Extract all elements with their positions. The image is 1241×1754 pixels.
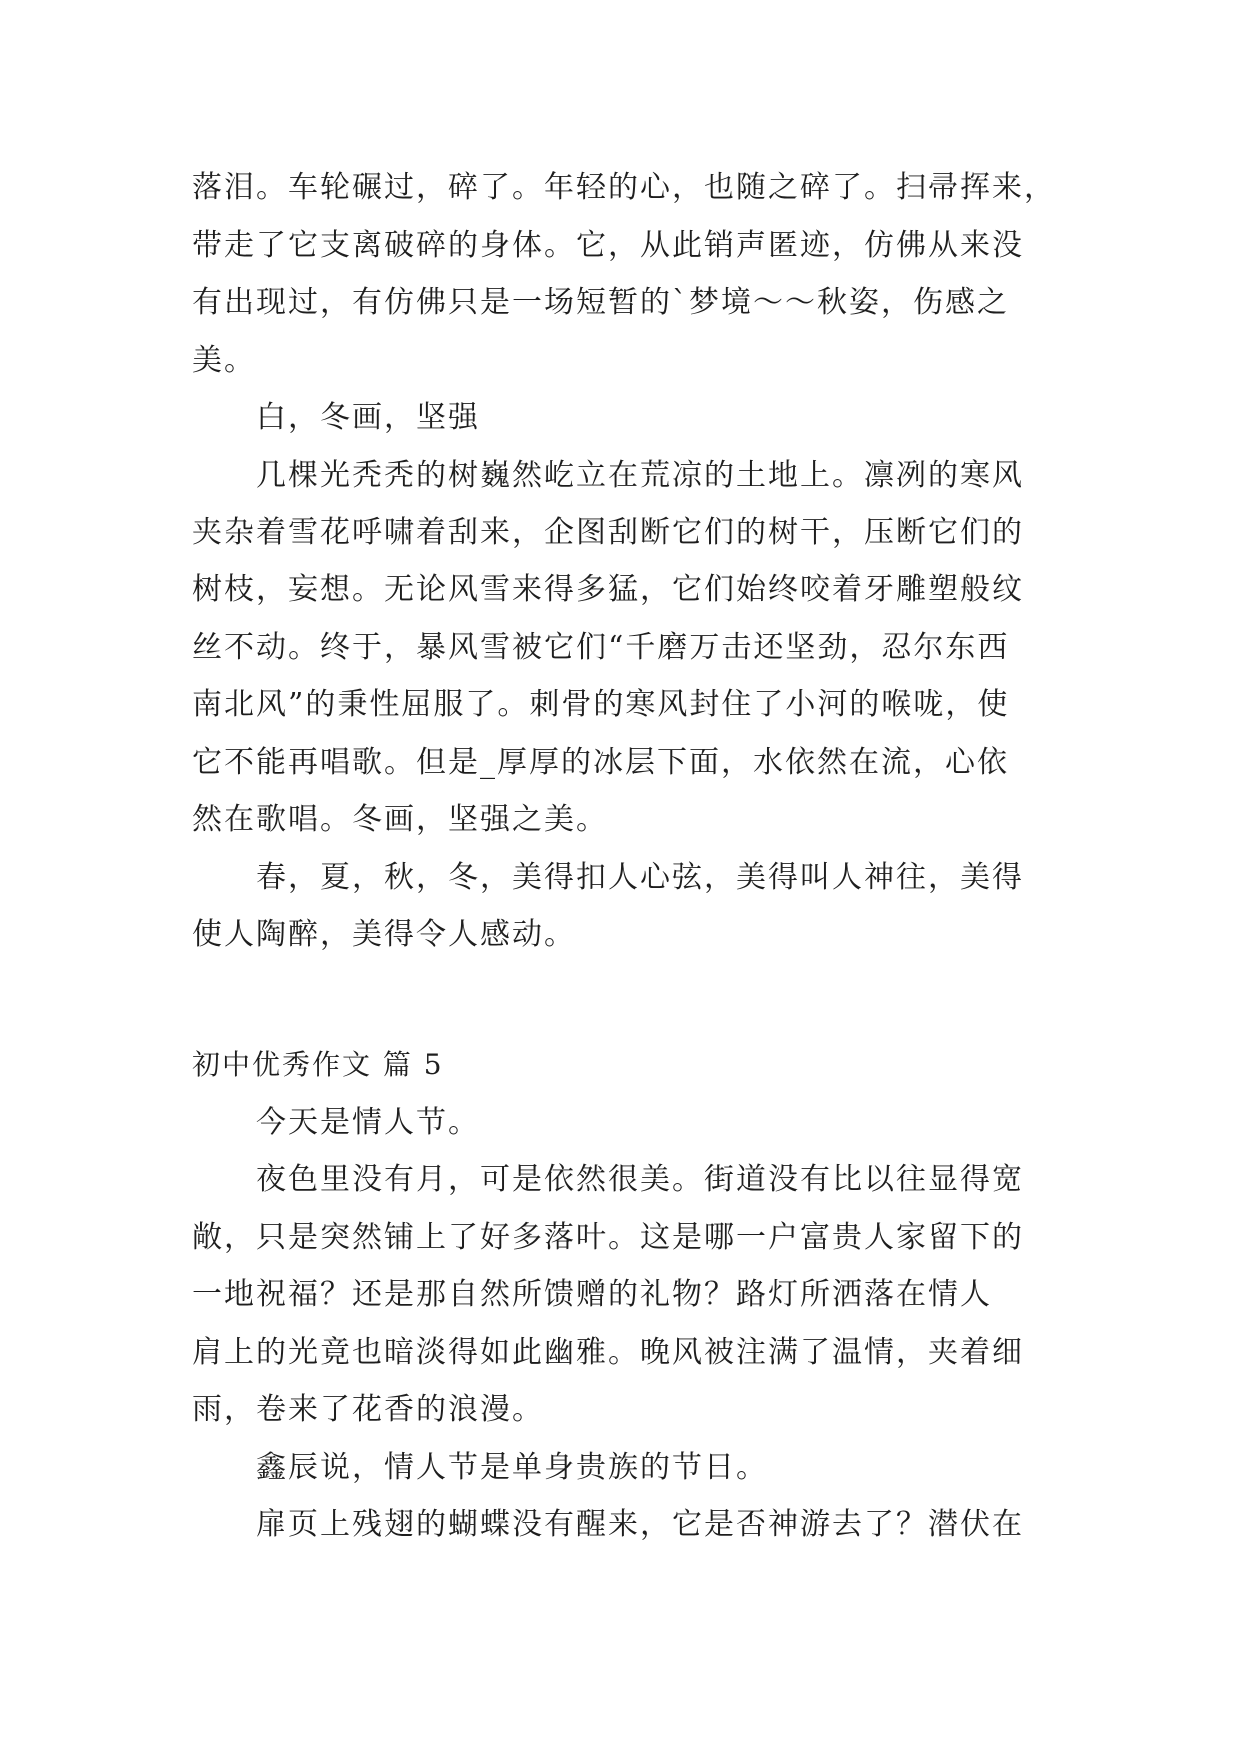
- section-heading: 初中优秀作文 篇 5: [192, 1048, 444, 1081]
- text-line: 有出现过，有仿佛只是一场短暂的`梦境～～秋姿，伤感之: [192, 285, 1009, 320]
- text-line: 使人陶醉，美得令人感动。: [192, 917, 576, 952]
- text-line: 敞，只是突然铺上了好多落叶。这是哪一户富贵人家留下的: [192, 1220, 1024, 1255]
- text-line: 然在歌唱。冬画，坚强之美。: [192, 802, 608, 837]
- text-line: 春，夏，秋，冬，美得扣人心弦，美得叫人神往，美得: [256, 860, 1024, 895]
- text-line: 几棵光秃秃的树巍然屹立在荒凉的土地上。凛冽的寒风: [256, 458, 1024, 493]
- text-line: 雨，卷来了花香的浪漫。: [192, 1392, 544, 1427]
- text-line: 一地祝福？还是那自然所馈赠的礼物？路灯所洒落在情人: [192, 1277, 992, 1312]
- text-line: 树枝，妄想。无论风雪来得多猛，它们始终咬着牙雕塑般纹: [192, 572, 1024, 607]
- text-line: 丝不动。终于，暴风雪被它们“千磨万击还坚劲，忍尔东西: [192, 630, 1010, 665]
- text-line: 美。: [192, 343, 256, 378]
- text-line: 带走了它支离破碎的身体。它，从此销声匿迹，仿佛从来没: [192, 228, 1024, 263]
- text-line: 扉页上残翅的蝴蝶没有醒来，它是否神游去了？潜伏在: [256, 1507, 1024, 1542]
- text-line: 今天是情人节。: [256, 1105, 480, 1140]
- text-line: 它不能再唱歌。但是_厚厚的冰层下面，水依然在流，心依: [192, 745, 1009, 780]
- section-subtitle: 白，冬画，坚强: [256, 400, 480, 435]
- text-line: 鑫辰说，情人节是单身贵族的节日。: [256, 1450, 768, 1485]
- text-line: 南北风”的秉性屈服了。刺骨的寒风封住了小河的喉咙，使: [192, 687, 1010, 722]
- text-line: 夜色里没有月，可是依然很美。街道没有比以往显得宽: [256, 1162, 1024, 1197]
- text-line: 夹杂着雪花呼啸着刮来，企图刮断它们的树干，压断它们的: [192, 515, 1024, 550]
- text-line: 落泪。车轮碾过，碎了。年轻的心，也随之碎了。扫帚挥来，: [192, 170, 1056, 205]
- text-line: 肩上的光竟也暗淡得如此幽雅。晚风被注满了温情，夹着细: [192, 1335, 1024, 1370]
